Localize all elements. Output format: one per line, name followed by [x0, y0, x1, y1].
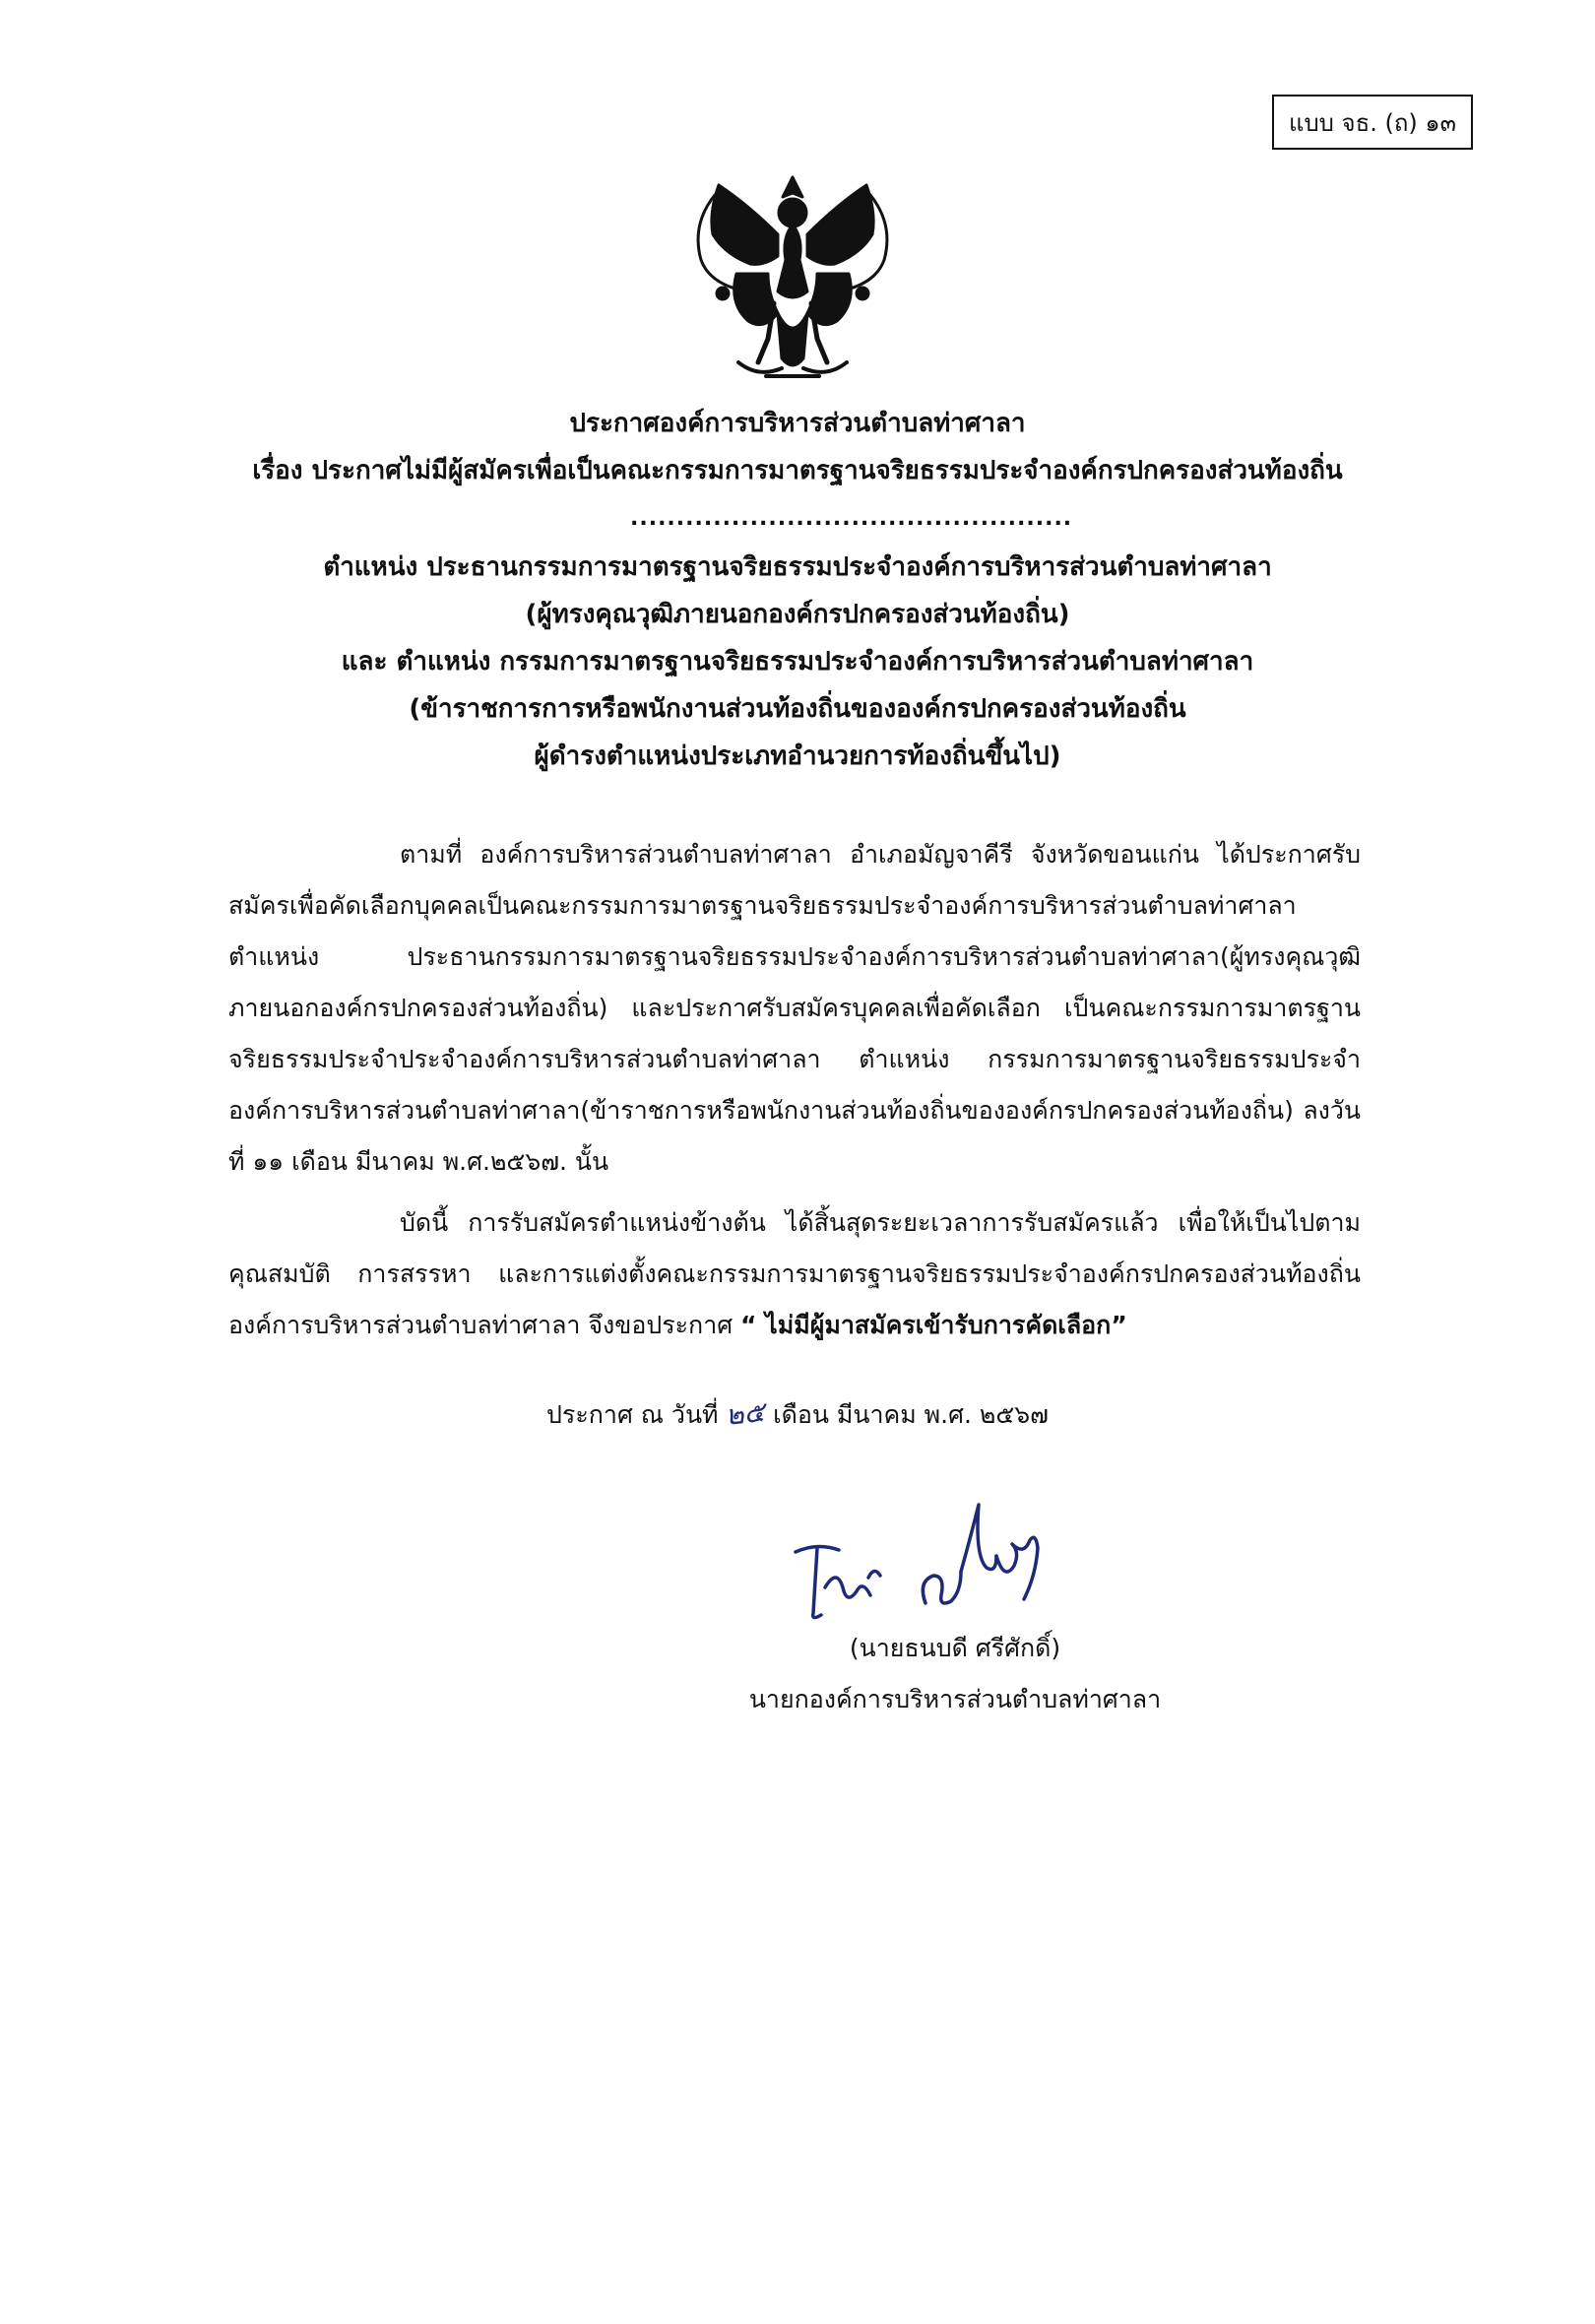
position-line: และ ตำแหน่ง กรรมการมาตรฐานจริยธรรมประจำองค์การบริหารส่วนตำบลท่าศาลา [341, 647, 1254, 677]
no-applicant-quote: “ ไม่มีผู้มาสมัครเข้ารับการคัดเลือก” [740, 1311, 1127, 1339]
handwritten-signature [778, 1497, 1053, 1625]
form-code-box: แบบ จธ. (ถ) ๑๓ [1272, 95, 1473, 150]
date-prefix: ประกาศ ณ วันที่ [546, 1400, 719, 1429]
signatory-position: นายกองค์การบริหารส่วนตำบลท่าศาลา [748, 1685, 1162, 1713]
announcement-date [118, 1394, 1477, 1435]
body-paragraph-1: ตามที่ องค์การบริหารส่วนตำบลท่าศาลา อำเภอมัญจาคีรี จังหวัดขอนแก่น ได้ประกาศรับสมัครเพื่อคัดเลือกบุคคลเป็นคณะกรรมการมาตรฐานจริยธรรมประจำองค์การบริหารส่วนตำบลท่าศาลา ตำแหน่ง ประธานกรรมการมาตรฐานจริยธรรมประจำองค์การบริหารส่วนตำบลท่าศาลา(ผู้ทรงคุณวุฒิภายนอกองค์กรปกครองส่วนท้องถิ่น) และประกาศรับสมัครบุคคลเพื่อคัดเลือก เป็นคณะกรรมการมาตรฐานจริยธรรมประจำประจำองค์การบริหารส่วนตำบลท่าศาลา ตำแหน่ง กรรมการมาตรฐานจริยธรรมประจำองค์การบริหารส่วนตำบลท่าศาลา(ข้าราชการหรือพนักงานส่วนท้องถิ่นขององค์กรปกครองส่วนท้องถิ่น) ลงวันที่ ๑๑ เดือน มีนาคม พ.ศ.๒๕๖๗. นั้น [228, 840, 1361, 1176]
announcement-subject: เรื่อง ประกาศไม่มีผู้สมัครเพื่อเป็นคณะกรรมการมาตรฐานจริยธรรมประจำองค์กรปกครองส่วนท้องถิ่น [252, 456, 1343, 485]
position-line: (ข้าราชการการหรือพนักงานส่วนท้องถิ่นขององค์กรปกครองส่วนท้องถิ่น [409, 694, 1186, 724]
date-day-handwritten: ๒๕ [724, 1395, 767, 1432]
position-line: (ผู้ทรงคุณวุฒิภายนอกองค์กรปกครองส่วนท้องถิ่น) [525, 600, 1070, 629]
signatory-name: (นายธนบดี ศรีศักดิ์) [849, 1634, 1061, 1662]
date-suffix: เดือน มีนาคม พ.ศ. ๒๕๖๗ [773, 1400, 1049, 1429]
position-line: ผู้ดำรงตำแหน่งประเภทอำนวยการท้องถิ่นขึ้นไป) [534, 742, 1061, 771]
title-separator: ................................................ [630, 506, 1073, 531]
position-line: ตำแหน่ง ประธานกรรมการมาตรฐานจริยธรรมประจำองค์การบริหารส่วนตำบลท่าศาลา [323, 552, 1272, 582]
body-paragraph-2 [228, 1197, 1361, 1351]
paragraph-2-text: บัดนี้ การรับสมัครตำแหน่งข้างต้น ได้สิ้นสุดระยะเวลาการรับสมัครแล้ว เพื่อให้เป็นไปตามคุณสมบัติ การสรรหา และการแต่งตั้งคณะกรรมการมาตรฐานจริยธรรมประจำองค์กรปกครองส่วนท้องถิ่น องค์การบริหารส่วนตำบลท่าศาลา จึงขอประกาศ [228, 1208, 1361, 1339]
garuda-emblem-icon [679, 165, 906, 390]
announcement-title: ประกาศองค์การบริหารส่วนตำบลท่าศาลา [569, 409, 1026, 438]
